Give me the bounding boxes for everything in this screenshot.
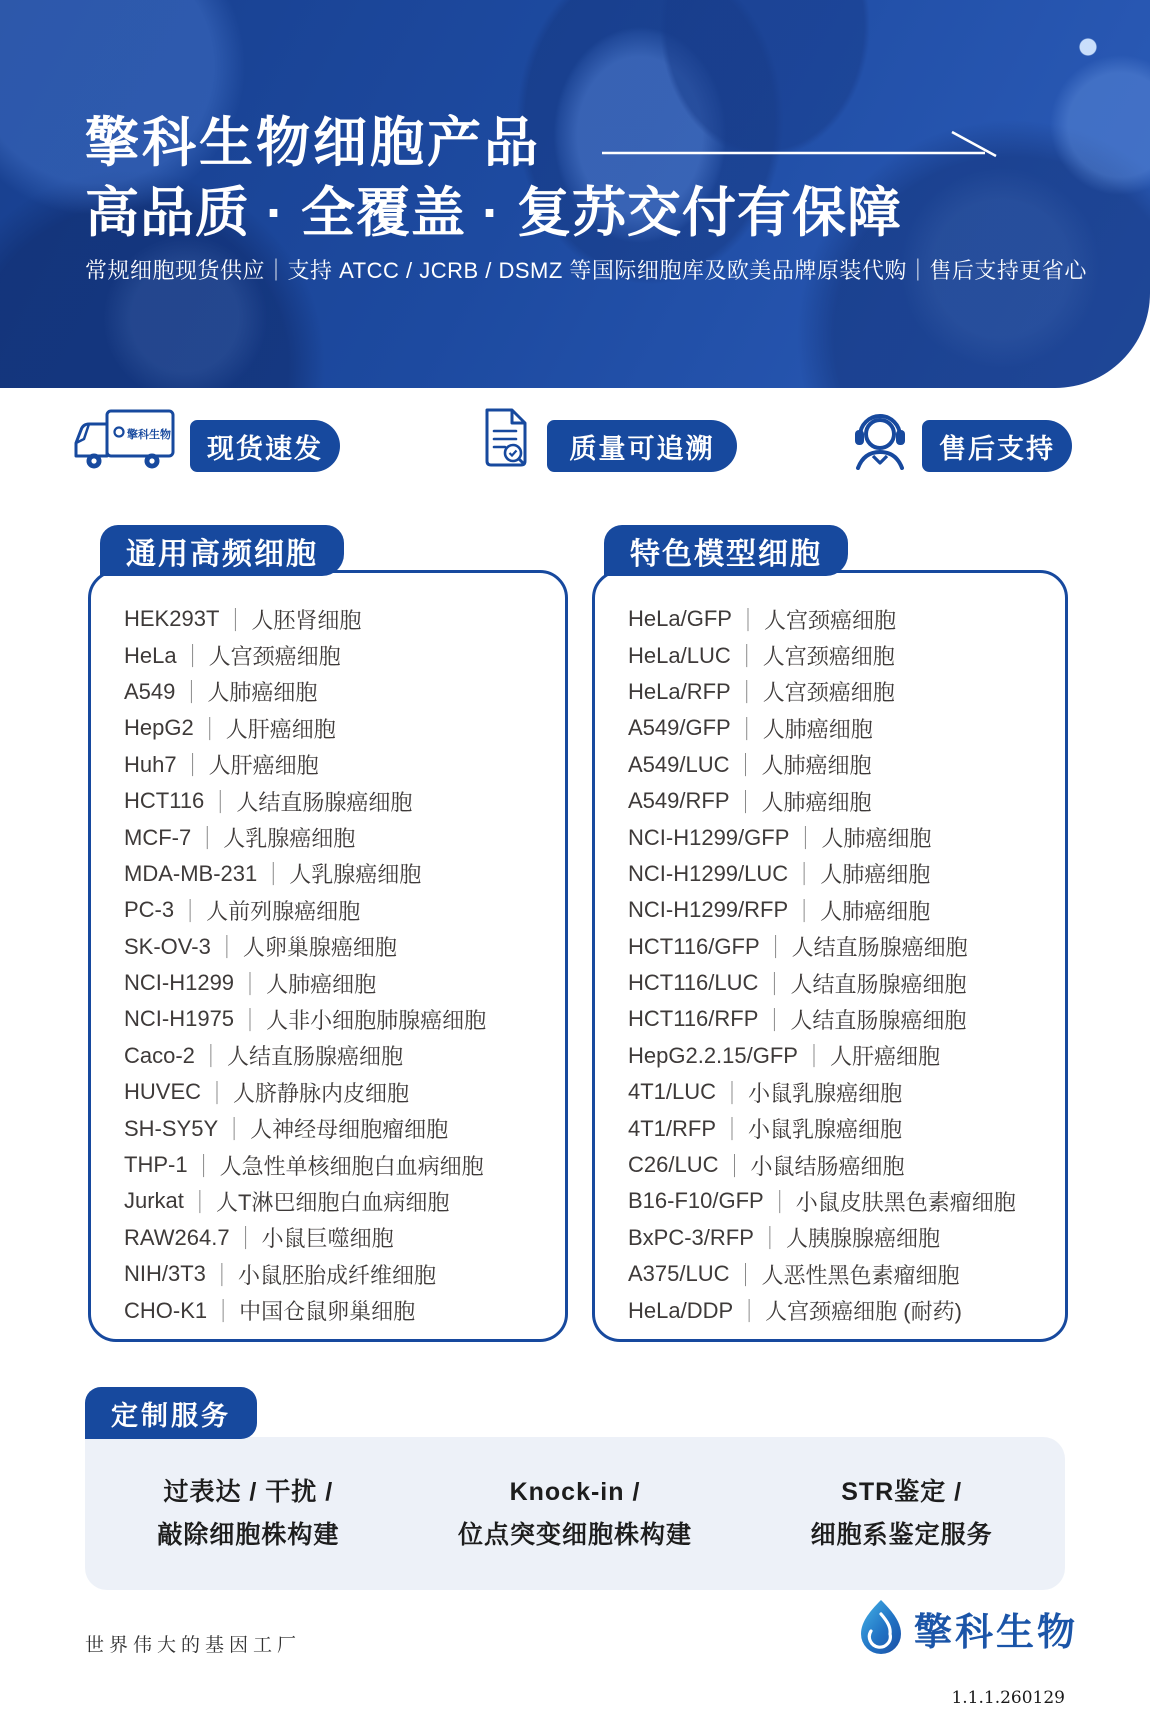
cell-list-item: [628, 601, 1059, 637]
cell-description: 人急性单核细胞白血病细胞: [219, 1153, 484, 1179]
separator-bar: ｜: [736, 607, 759, 634]
separator-bar: ｜: [223, 1116, 246, 1143]
cell-name: THP-1: [124, 1152, 188, 1178]
cell-name: RAW264.7: [124, 1224, 230, 1250]
cell-list-item: [124, 601, 559, 637]
cell-list-item: [124, 1292, 559, 1328]
cell-description: 中国仓鼠卵巢细胞: [239, 1299, 416, 1325]
cell-list-item: [628, 1074, 1059, 1110]
cell-description: 人宫颈癌细胞: [208, 644, 341, 670]
separator-bar: ｜: [734, 752, 757, 779]
cell-description: 人肺癌细胞: [820, 898, 931, 924]
cell-list-item: [628, 1110, 1059, 1146]
separator-bar: ｜: [199, 1043, 222, 1071]
cell-list-item: [628, 783, 1059, 819]
separator-bar: ｜: [794, 825, 817, 852]
separator-bar: ｜: [215, 934, 238, 961]
cell-description: 人乳腺癌细胞: [223, 826, 356, 852]
cell-name: HeLa: [124, 642, 177, 668]
cell-description: 人肺癌细胞: [266, 971, 377, 997]
cell-name: MDA-MB-231: [124, 860, 258, 886]
cell-description: 人非小细胞肺腺癌细胞: [266, 1007, 487, 1033]
separator-bar: ｜: [735, 643, 758, 670]
feature-badge-quality-traceable: 质量可追溯: [547, 420, 737, 472]
cell-list-item: [628, 1292, 1059, 1328]
cell-name: 4T1/LUC: [628, 1079, 717, 1105]
separator-bar: ｜: [180, 679, 203, 707]
cell-description: 人结直肠腺癌细胞: [236, 789, 413, 815]
cell-list-item: [628, 710, 1059, 746]
cell-description: 人肝癌细胞: [830, 1044, 941, 1070]
cell-list-item: [124, 1074, 559, 1110]
cell-name: HCT116/RFP: [628, 1006, 759, 1032]
cell-description: 人结直肠腺癌细胞: [790, 1007, 967, 1033]
service-line: Knock-in /: [509, 1477, 641, 1506]
cell-list-item: [124, 892, 559, 928]
separator-bar: ｜: [735, 716, 758, 743]
cell-list-item: [124, 783, 559, 819]
cell-name: HCT116: [124, 788, 205, 814]
cell-list-item: [124, 819, 559, 855]
cell-list-item: [628, 674, 1059, 710]
separator-bar: ｜: [734, 1262, 757, 1289]
cell-description: 人肺癌细胞: [821, 826, 932, 852]
cell-description: 人T淋巴细胞白血病细胞: [215, 1189, 450, 1215]
cell-description: 人乳腺癌细胞: [289, 862, 422, 888]
cell-list-item: [124, 1110, 559, 1146]
tagline: 常规细胞现货供应｜支持 ATCC / JCRB / DSMZ 等国际细胞库及欧美品牌原装代购｜售后支持更省心: [85, 258, 1087, 283]
separator-bar: ｜: [764, 934, 787, 961]
separator-bar: ｜: [721, 1080, 744, 1107]
cell-list-item: [628, 965, 1059, 1001]
document-search-icon: [481, 406, 529, 470]
cell-list-item: [124, 1256, 559, 1292]
separator-bar: ｜: [181, 752, 204, 779]
cell-list-item: [124, 1183, 559, 1219]
cell-list-item: [124, 1001, 559, 1037]
cell-list-item: [628, 1183, 1059, 1219]
cell-name: NIH/3T3: [124, 1261, 206, 1287]
separator-bar: ｜: [224, 607, 247, 634]
cell-name: C26/LUC: [628, 1152, 719, 1178]
cell-list-item: [124, 710, 559, 746]
cell-list-item: [628, 1001, 1059, 1037]
separator-bar: ｜: [758, 1225, 781, 1253]
cell-description: 小鼠皮肤黑色素瘤细胞: [795, 1189, 1016, 1215]
cell-name: NCI-H1299/LUC: [628, 860, 789, 886]
cell-list-item: [628, 819, 1059, 855]
truck-logo-label: 擎科生物: [127, 429, 171, 441]
cell-list-item: [628, 929, 1059, 965]
cell-list-item: [628, 892, 1059, 928]
cell-name: CHO-K1: [124, 1297, 208, 1323]
cell-description: 人肺癌细胞: [762, 716, 873, 742]
service-knockout-construction: [85, 1471, 412, 1557]
separator-bar: ｜: [239, 1007, 262, 1034]
cell-name: NCI-H1299/GFP: [628, 824, 790, 850]
cell-list-item: [628, 1038, 1059, 1074]
service-line: STR鉴定 /: [841, 1477, 963, 1506]
cell-name: HUVEC: [124, 1079, 202, 1105]
cell-description: 人肺癌细胞: [820, 862, 931, 888]
cell-name: B16-F10/GFP: [628, 1188, 764, 1214]
truck-icon: [72, 408, 176, 470]
cell-description: 人肝癌细胞: [208, 753, 319, 779]
cell-list-item: [124, 1220, 559, 1256]
cell-description: 人肝癌细胞: [225, 716, 336, 742]
cell-name: A549/RFP: [628, 788, 730, 814]
cell-list-item: [124, 1147, 559, 1183]
custom-services-title: 定制服务: [85, 1387, 257, 1439]
cell-description: 小鼠结肠癌细胞: [750, 1153, 905, 1179]
service-line: 细胞系鉴定服务: [810, 1520, 993, 1549]
footer-slogan: 世界伟大的基因工厂: [85, 1635, 302, 1656]
version-number: 1.1.1.260129: [951, 1688, 1065, 1708]
cell-description: 人胰腺腺癌细胞: [785, 1226, 940, 1252]
cell-name: HeLa/DDP: [628, 1297, 734, 1323]
cell-list-item: [628, 637, 1059, 673]
cell-list-item: [124, 929, 559, 965]
cell-description: 人结直肠腺癌细胞: [226, 1044, 403, 1070]
cell-name: MCF-7: [124, 824, 192, 850]
arrow-decoration: [600, 128, 1010, 172]
feature-badge-instant-shipping: 现货速发: [190, 420, 340, 472]
cell-name: BxPC-3/RFP: [628, 1224, 754, 1250]
separator-bar: ｜: [802, 1043, 825, 1071]
cell-description: 人脐静脉内皮细胞: [233, 1080, 410, 1106]
cell-name: NCI-H1299: [124, 970, 235, 996]
cell-name: HeLa/GFP: [628, 606, 732, 632]
cell-name: HEK293T: [124, 606, 220, 632]
cell-list-item: [628, 1147, 1059, 1183]
service-line: 敲除细胞株构建: [157, 1520, 340, 1549]
common-cell-list: [124, 601, 559, 1329]
separator-bar: ｜: [262, 861, 285, 889]
main-title: 擎科生物细胞产品: [85, 113, 541, 173]
separator-bar: ｜: [212, 1298, 235, 1325]
separator-bar: ｜: [793, 898, 816, 925]
cell-name: HCT116/LUC: [628, 970, 759, 996]
cell-name: 4T1/RFP: [628, 1115, 717, 1141]
service-line: 过表达 / 干扰 /: [163, 1477, 334, 1506]
cell-name: PC-3: [124, 897, 175, 923]
separator-bar: ｜: [721, 1116, 744, 1143]
separator-bar: ｜: [198, 716, 221, 743]
custom-services-panel: [85, 1437, 1065, 1590]
separator-bar: ｜: [734, 789, 757, 816]
cell-list-item: [628, 747, 1059, 783]
cell-description: 人肺癌细胞: [761, 789, 872, 815]
cell-description: 人结直肠腺癌细胞: [791, 935, 968, 961]
cell-description: 人结直肠腺癌细胞: [790, 971, 967, 997]
separator-bar: ｜: [206, 1080, 229, 1107]
cell-description: 人宫颈癌细胞: [762, 680, 895, 706]
cell-description: 人肺癌细胞: [761, 753, 872, 779]
cell-description: 小鼠胚胎成纤维细胞: [237, 1262, 436, 1288]
separator-bar: ｜: [239, 971, 262, 998]
separator-bar: ｜: [763, 971, 786, 998]
sub-title: 高品质 · 全覆盖 · 复苏交付有保障: [85, 183, 902, 243]
cell-name: A375/LUC: [628, 1261, 730, 1287]
service-str-identification: [738, 1471, 1065, 1557]
separator-bar: ｜: [179, 898, 202, 925]
cell-name: NCI-H1975: [124, 1006, 235, 1032]
separator-bar: ｜: [768, 1189, 791, 1216]
cell-name: HeLa/LUC: [628, 642, 731, 668]
cell-list-item: [124, 1038, 559, 1074]
separator-bar: ｜: [181, 643, 204, 670]
cell-description: 人宫颈癌细胞 (耐药): [765, 1299, 962, 1325]
cell-list-item: [124, 965, 559, 1001]
cell-description: 人宫颈癌细胞: [762, 644, 895, 670]
service-line: 位点突变细胞株构建: [458, 1520, 693, 1549]
separator-bar: ｜: [210, 1262, 233, 1289]
cell-list-item: [628, 1220, 1059, 1256]
separator-bar: ｜: [196, 825, 219, 852]
cell-name: A549: [124, 678, 176, 704]
cell-name: Caco-2: [124, 1042, 195, 1068]
cell-name: HeLa/RFP: [628, 678, 731, 704]
separator-bar: ｜: [188, 1189, 211, 1216]
cell-description: 人前列腺癌细胞: [206, 898, 361, 924]
cell-list-item: [124, 637, 559, 673]
cell-list-item: [628, 1256, 1059, 1292]
service-knockin-construction: [412, 1471, 739, 1557]
cell-list-item: [124, 747, 559, 783]
brand-name: 擎科生物: [914, 1611, 1079, 1654]
cell-name: Huh7: [124, 751, 177, 777]
separator-bar: ｜: [793, 861, 816, 889]
cell-description: 人神经母细胞瘤细胞: [250, 1117, 449, 1143]
cell-name: SH-SY5Y: [124, 1115, 219, 1141]
header-banner: [0, 0, 1150, 388]
cell-description: 小鼠乳腺癌细胞: [748, 1080, 903, 1106]
separator-bar: ｜: [763, 1007, 786, 1034]
cell-description: 人胚肾细胞: [251, 607, 362, 633]
cell-list-item: [124, 674, 559, 710]
cell-name: A549/GFP: [628, 715, 731, 741]
cell-description: 人宫颈癌细胞: [763, 607, 896, 633]
panel-common-cells-title: 通用高频细胞: [100, 525, 344, 576]
cell-list-item: [124, 856, 559, 892]
separator-bar: ｜: [738, 1298, 761, 1325]
cell-name: HepG2: [124, 715, 194, 741]
headset-icon: [851, 406, 909, 470]
separator-bar: ｜: [234, 1225, 257, 1253]
separator-bar: ｜: [723, 1152, 746, 1180]
cell-name: HCT116/GFP: [628, 933, 760, 959]
panel-model-cells-title: 特色模型细胞: [604, 525, 848, 576]
cell-name: NCI-H1299/RFP: [628, 897, 789, 923]
separator-bar: ｜: [209, 789, 232, 816]
panel-model-cells: [592, 537, 1068, 1342]
feature-badge-after-sales: 售后支持: [922, 420, 1072, 472]
cell-name: A549/LUC: [628, 751, 730, 777]
cell-description: 小鼠乳腺癌细胞: [748, 1117, 903, 1143]
cell-name: HepG2.2.15/GFP: [628, 1042, 798, 1068]
model-cell-list: [628, 601, 1059, 1329]
separator-bar: ｜: [735, 679, 758, 707]
cell-description: 人卵巢腺癌细胞: [242, 935, 397, 961]
brand-block: [856, 1598, 1078, 1658]
cell-name: Jurkat: [124, 1188, 184, 1214]
separator-bar: ｜: [192, 1152, 215, 1180]
cell-list-item: [628, 856, 1059, 892]
cell-name: SK-OV-3: [124, 933, 211, 959]
cell-description: 人肺癌细胞: [207, 680, 318, 706]
panel-common-cells: [88, 537, 568, 1342]
cell-description: 人恶性黑色素瘤细胞: [761, 1262, 960, 1288]
cell-description: 小鼠巨噬细胞: [261, 1226, 394, 1252]
brand-droplet-logo: [856, 1598, 906, 1658]
